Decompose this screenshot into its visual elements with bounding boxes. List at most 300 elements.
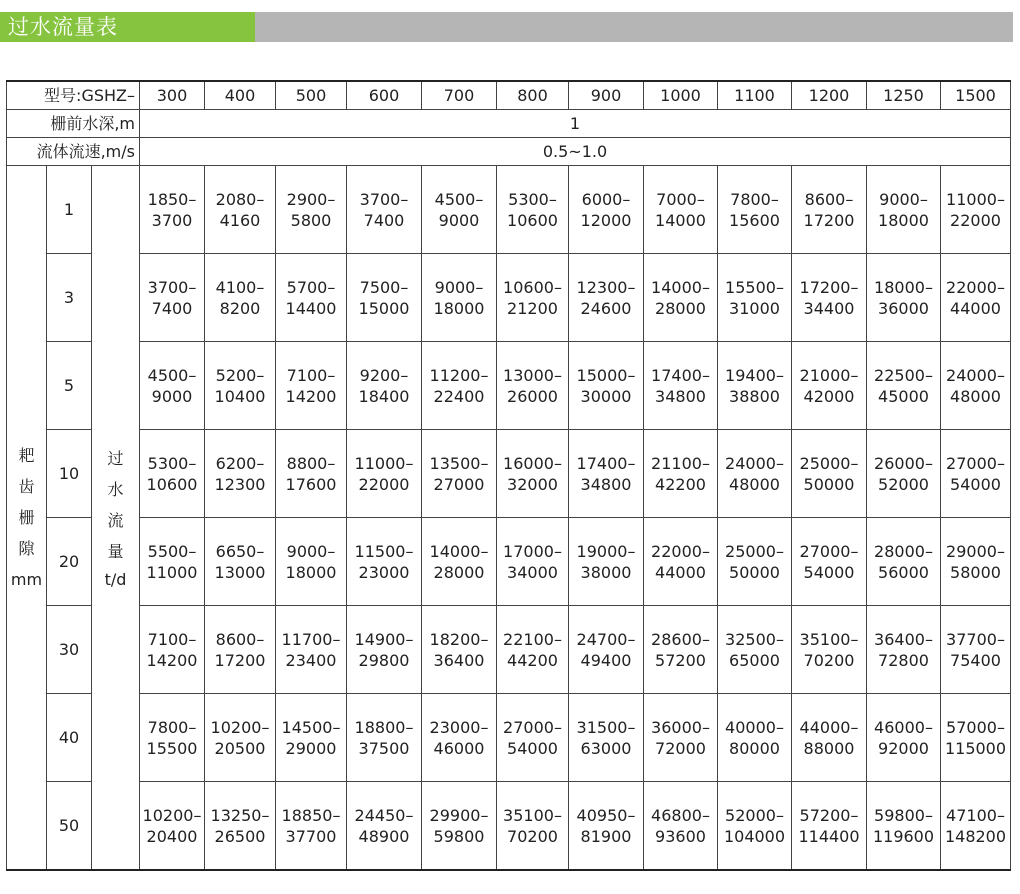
flow-cell <box>569 606 644 694</box>
flow-max: 15500 <box>146 738 198 758</box>
gap-label-char: 齿 <box>18 477 35 496</box>
flow-min: 12300– <box>576 277 636 297</box>
flow-min: 5300– <box>508 189 557 209</box>
flow-max: 115000 <box>944 738 1007 758</box>
flow-max: 49400 <box>580 650 632 670</box>
flow-min: 46000– <box>874 717 933 737</box>
flow-min: 5500– <box>147 541 197 561</box>
flow-cell <box>205 606 276 694</box>
flow-max: 50000 <box>803 474 855 494</box>
flow-cell <box>140 430 205 518</box>
flow-cell <box>792 430 867 518</box>
flow-max: 23000 <box>358 562 410 582</box>
flow-max: 81900 <box>580 826 632 846</box>
flow-max: 9000 <box>438 210 480 230</box>
flow-min: 13250– <box>210 805 270 825</box>
flow-min: 15500– <box>725 277 784 297</box>
flow-cell <box>276 606 347 694</box>
flow-max: 54000 <box>950 474 1001 494</box>
flow-max: 18000 <box>878 210 929 230</box>
flow-max: 17600 <box>285 474 337 494</box>
flow-cell <box>718 166 792 254</box>
flow-min: 4500– <box>434 189 484 209</box>
model-row <box>7 81 1011 110</box>
flow-cell <box>569 694 644 782</box>
flow-cell <box>347 430 422 518</box>
table-row <box>7 518 1011 606</box>
flow-max: 21200 <box>507 298 558 318</box>
model-header: 700 <box>422 81 497 110</box>
flow-max: 48900 <box>358 826 410 846</box>
flow-min: 52000– <box>725 805 784 825</box>
flow-cell <box>205 254 276 342</box>
flow-min: 10200– <box>210 717 270 737</box>
page-title: 过水流量表 <box>8 15 118 39</box>
gap-label-char: 耙 <box>18 446 35 465</box>
flow-max: 23400 <box>285 650 337 670</box>
flow-min: 11000– <box>354 453 414 473</box>
gap-value: 10 <box>47 430 92 518</box>
flow-max: 18000 <box>285 562 337 582</box>
flow-max: 44200 <box>507 650 558 670</box>
flow-min: 8800– <box>286 453 336 473</box>
flow-label-char: 量 <box>107 541 124 561</box>
flow-max: 32000 <box>507 474 558 494</box>
flow-min: 9000– <box>286 541 336 561</box>
flow-min: 16000– <box>503 453 562 473</box>
flow-cell <box>569 342 644 430</box>
flow-max: 31000 <box>729 298 780 318</box>
flow-cell <box>205 694 276 782</box>
flow-max: 38000 <box>580 562 632 582</box>
table-row <box>7 166 1011 254</box>
flow-max: 65000 <box>729 650 780 670</box>
gap-label-char: 栅 <box>18 508 35 527</box>
flow-min: 24450– <box>354 805 414 825</box>
flow-label-char: t/d <box>104 569 127 589</box>
flow-min: 4500– <box>147 365 197 385</box>
flow-cell <box>718 782 792 871</box>
flow-min: 10600– <box>503 277 562 297</box>
model-header: 900 <box>569 81 644 110</box>
flow-min: 18800– <box>354 717 414 737</box>
flow-max: 92000 <box>878 738 929 758</box>
flow-max: 3700 <box>151 210 193 230</box>
flow-min: 5300– <box>147 453 197 473</box>
flow-cell <box>644 694 718 782</box>
flow-cell <box>941 254 1011 342</box>
flow-min: 9000– <box>434 277 484 297</box>
flow-cell <box>347 166 422 254</box>
flow-cell <box>422 430 497 518</box>
model-header: 1500 <box>941 81 1011 110</box>
flow-max: 4160 <box>219 210 261 230</box>
flow-cell <box>569 782 644 871</box>
flow-min: 9200– <box>359 365 409 385</box>
flow-min: 35100– <box>799 629 859 649</box>
flow-max: 29000 <box>285 738 337 758</box>
model-label: 型号:GSHZ– <box>7 81 140 110</box>
flow-min: 1850– <box>147 189 197 209</box>
flow-cell <box>497 694 569 782</box>
flow-max: 22000 <box>950 210 1001 230</box>
flow-max: 36000 <box>878 298 929 318</box>
model-header: 1250 <box>867 81 941 110</box>
flow-min: 25000– <box>799 453 859 473</box>
flow-cell <box>941 342 1011 430</box>
flow-max: 42000 <box>803 386 855 406</box>
flow-cell <box>205 342 276 430</box>
flow-max: 22000 <box>358 474 410 494</box>
flow-cell <box>497 782 569 871</box>
flow-cell <box>205 166 276 254</box>
flow-min: 27000– <box>503 717 562 737</box>
flow-max: 15000 <box>358 298 410 318</box>
flow-max: 22400 <box>433 386 485 406</box>
flow-cell <box>140 254 205 342</box>
flow-min: 14000– <box>429 541 489 561</box>
flow-min: 26000– <box>874 453 933 473</box>
flow-cell <box>792 254 867 342</box>
flow-cell <box>140 694 205 782</box>
flow-min: 21100– <box>651 453 710 473</box>
flow-max: 57200 <box>655 650 706 670</box>
flow-cell <box>422 254 497 342</box>
flow-cell <box>941 430 1011 518</box>
model-header: 600 <box>347 81 422 110</box>
depth-row <box>7 110 1011 138</box>
flow-min: 29000– <box>946 541 1005 561</box>
flow-cell <box>644 430 718 518</box>
flow-min: 7100– <box>147 629 197 649</box>
flow-max: 14200 <box>285 386 337 406</box>
flow-cell <box>644 166 718 254</box>
flow-cell <box>347 342 422 430</box>
flow-rate-table <box>6 80 1011 871</box>
flow-max: 29800 <box>358 650 410 670</box>
flow-max: 17200 <box>214 650 266 670</box>
flow-min: 7800– <box>730 189 779 209</box>
flow-cell <box>867 694 941 782</box>
flow-max: 38800 <box>729 386 780 406</box>
flow-cell <box>276 782 347 871</box>
flow-min: 46800– <box>651 805 710 825</box>
velocity-label: 流体流速,m/s <box>7 138 140 166</box>
flow-max: 27000 <box>433 474 485 494</box>
flow-cell <box>422 606 497 694</box>
flow-cell <box>140 606 205 694</box>
flow-max: 104000 <box>723 826 786 846</box>
flow-max: 44000 <box>950 298 1001 318</box>
flow-cell <box>276 166 347 254</box>
model-header: 1200 <box>792 81 867 110</box>
flow-max: 30000 <box>580 386 632 406</box>
flow-min: 13500– <box>429 453 489 473</box>
flow-min: 22500– <box>874 365 933 385</box>
flow-min: 18200– <box>429 629 489 649</box>
flow-cell <box>347 694 422 782</box>
flow-cell <box>276 518 347 606</box>
flow-label-char: 过 <box>107 448 124 468</box>
flow-cell <box>941 606 1011 694</box>
flow-label <box>92 166 140 871</box>
gap-value: 50 <box>47 782 92 871</box>
flow-cell <box>941 782 1011 871</box>
table-body <box>7 81 1011 870</box>
flow-min: 8600– <box>804 189 854 209</box>
model-header: 1100 <box>718 81 792 110</box>
flow-max: 56000 <box>878 562 929 582</box>
flow-cell <box>644 606 718 694</box>
flow-min: 7500– <box>359 277 409 297</box>
flow-max: 34400 <box>803 298 855 318</box>
flow-max: 72800 <box>878 650 929 670</box>
model-header: 1000 <box>644 81 718 110</box>
flow-max: 5800 <box>290 210 332 230</box>
flow-min: 6650– <box>215 541 265 561</box>
flow-min: 22000– <box>651 541 710 561</box>
flow-max: 9000 <box>151 386 193 406</box>
flow-max: 114400 <box>798 826 860 846</box>
flow-min: 13000– <box>503 365 562 385</box>
flow-max: 20500 <box>214 738 266 758</box>
flow-max: 10400 <box>214 386 266 406</box>
flow-cell <box>718 342 792 430</box>
table-row <box>7 254 1011 342</box>
flow-min: 2080– <box>215 189 265 209</box>
flow-max: 14200 <box>146 650 198 670</box>
flow-min: 28000– <box>874 541 933 561</box>
flow-min: 11700– <box>281 629 341 649</box>
flow-min: 27000– <box>799 541 859 561</box>
flow-min: 22100– <box>503 629 562 649</box>
flow-min: 17200– <box>799 277 859 297</box>
flow-max: 70200 <box>507 826 558 846</box>
flow-max: 11000 <box>146 562 198 582</box>
flow-cell <box>276 694 347 782</box>
flow-min: 2900– <box>286 189 336 209</box>
flow-cell <box>867 342 941 430</box>
flow-cell <box>205 430 276 518</box>
velocity-row <box>7 138 1011 166</box>
flow-min: 24000– <box>725 453 784 473</box>
depth-label: 栅前水深,m <box>7 110 140 138</box>
flow-min: 8600– <box>215 629 265 649</box>
flow-min: 6000– <box>581 189 631 209</box>
flow-min: 57200– <box>799 805 859 825</box>
flow-cell <box>347 518 422 606</box>
flow-min: 24000– <box>946 365 1005 385</box>
flow-max: 34000 <box>507 562 558 582</box>
model-header: 500 <box>276 81 347 110</box>
flow-max: 20400 <box>146 826 198 846</box>
flow-cell <box>644 782 718 871</box>
flow-cell <box>644 342 718 430</box>
flow-min: 29900– <box>429 805 489 825</box>
flow-cell <box>867 606 941 694</box>
flow-max: 93600 <box>655 826 706 846</box>
flow-max: 46000 <box>433 738 485 758</box>
flow-cell <box>569 430 644 518</box>
flow-max: 80000 <box>729 738 780 758</box>
flow-max: 148200 <box>944 826 1007 846</box>
flow-min: 11200– <box>429 365 489 385</box>
flow-cell <box>497 518 569 606</box>
gap-value: 1 <box>47 166 92 254</box>
flow-max: 13000 <box>214 562 266 582</box>
flow-min: 27000– <box>946 453 1005 473</box>
flow-max: 18000 <box>433 298 485 318</box>
flow-max: 7400 <box>363 210 405 230</box>
flow-min: 17000– <box>503 541 562 561</box>
title-banner <box>0 12 1013 42</box>
flow-max: 54000 <box>803 562 855 582</box>
flow-cell <box>718 518 792 606</box>
flow-min: 3700– <box>359 189 409 209</box>
flow-min: 17400– <box>576 453 636 473</box>
flow-max: 42200 <box>655 474 706 494</box>
flow-max: 34800 <box>655 386 706 406</box>
flow-min: 9000– <box>879 189 928 209</box>
flow-cell <box>497 342 569 430</box>
flow-cell <box>867 782 941 871</box>
gap-label <box>7 166 47 871</box>
flow-min: 3700– <box>147 277 197 297</box>
flow-cell <box>867 430 941 518</box>
flow-cell <box>422 694 497 782</box>
flow-min: 10200– <box>142 805 202 825</box>
table-row <box>7 694 1011 782</box>
flow-min: 40000– <box>725 717 784 737</box>
flow-cell <box>140 342 205 430</box>
flow-min: 14900– <box>354 629 414 649</box>
flow-cell <box>867 254 941 342</box>
flow-cell <box>422 518 497 606</box>
flow-cell <box>941 166 1011 254</box>
flow-max: 45000 <box>878 386 929 406</box>
flow-max: 17200 <box>803 210 855 230</box>
table-row <box>7 342 1011 430</box>
flow-max: 24600 <box>580 298 632 318</box>
flow-min: 40950– <box>576 805 636 825</box>
flow-max: 119600 <box>872 826 935 846</box>
flow-max: 72000 <box>655 738 706 758</box>
flow-max: 12000 <box>580 210 632 230</box>
flow-max: 15600 <box>729 210 780 230</box>
flow-min: 24700– <box>576 629 636 649</box>
flow-min: 17400– <box>651 365 710 385</box>
flow-min: 23000– <box>429 717 489 737</box>
flow-cell <box>569 166 644 254</box>
flow-max: 12300 <box>214 474 266 494</box>
flow-min: 28600– <box>651 629 710 649</box>
flow-max: 37700 <box>285 826 337 846</box>
flow-cell <box>569 518 644 606</box>
banner-bar <box>255 12 1013 42</box>
flow-max: 28000 <box>433 562 485 582</box>
flow-min: 6200– <box>215 453 265 473</box>
flow-min: 44000– <box>799 717 859 737</box>
flow-max: 75400 <box>950 650 1001 670</box>
flow-label-char: 流 <box>107 510 124 530</box>
flow-min: 36000– <box>651 717 710 737</box>
flow-cell <box>276 342 347 430</box>
flow-cell <box>941 694 1011 782</box>
flow-max: 52000 <box>878 474 929 494</box>
flow-cell <box>140 518 205 606</box>
flow-cell <box>792 342 867 430</box>
flow-max: 54000 <box>507 738 558 758</box>
flow-max: 34800 <box>580 474 632 494</box>
flow-cell <box>718 254 792 342</box>
flow-min: 11500– <box>354 541 414 561</box>
flow-min: 37700– <box>946 629 1005 649</box>
flow-max: 70200 <box>803 650 855 670</box>
flow-cell <box>792 518 867 606</box>
flow-cell <box>205 782 276 871</box>
flow-cell <box>497 430 569 518</box>
flow-max: 18400 <box>358 386 410 406</box>
flow-cell <box>140 166 205 254</box>
flow-max: 50000 <box>729 562 780 582</box>
flow-min: 31500– <box>576 717 636 737</box>
flow-min: 18000– <box>874 277 933 297</box>
flow-cell <box>347 606 422 694</box>
flow-min: 21000– <box>799 365 859 385</box>
model-header: 400 <box>205 81 276 110</box>
velocity-value: 0.5~1.0 <box>140 138 1011 166</box>
depth-value: 1 <box>140 110 1011 138</box>
flow-max: 26000 <box>507 386 558 406</box>
flow-min: 47100– <box>946 805 1005 825</box>
flow-cell <box>205 518 276 606</box>
flow-cell <box>792 694 867 782</box>
flow-min: 19000– <box>576 541 636 561</box>
model-header: 800 <box>497 81 569 110</box>
flow-cell <box>867 518 941 606</box>
flow-min: 14500– <box>281 717 341 737</box>
flow-max: 10600 <box>507 210 558 230</box>
flow-max: 48000 <box>729 474 780 494</box>
flow-cell <box>276 254 347 342</box>
flow-cell <box>718 430 792 518</box>
flow-min: 7800– <box>147 717 197 737</box>
flow-min: 14000– <box>651 277 710 297</box>
gap-value: 5 <box>47 342 92 430</box>
flow-max: 7400 <box>151 298 193 318</box>
flow-cell <box>644 254 718 342</box>
flow-max: 63000 <box>580 738 632 758</box>
flow-max: 59800 <box>433 826 485 846</box>
flow-cell <box>422 342 497 430</box>
flow-min: 22000– <box>946 277 1005 297</box>
flow-cell <box>718 606 792 694</box>
flow-cell <box>718 694 792 782</box>
table-row <box>7 782 1011 871</box>
flow-cell <box>140 782 205 871</box>
table-row <box>7 430 1011 518</box>
flow-max: 28000 <box>655 298 706 318</box>
flow-max: 10600 <box>146 474 198 494</box>
flow-min: 25000– <box>725 541 784 561</box>
flow-min: 32500– <box>725 629 784 649</box>
flow-min: 15000– <box>576 365 636 385</box>
flow-min: 5700– <box>286 277 336 297</box>
flow-cell <box>792 166 867 254</box>
model-header: 300 <box>140 81 205 110</box>
flow-min: 59800– <box>874 805 933 825</box>
table-row <box>7 606 1011 694</box>
